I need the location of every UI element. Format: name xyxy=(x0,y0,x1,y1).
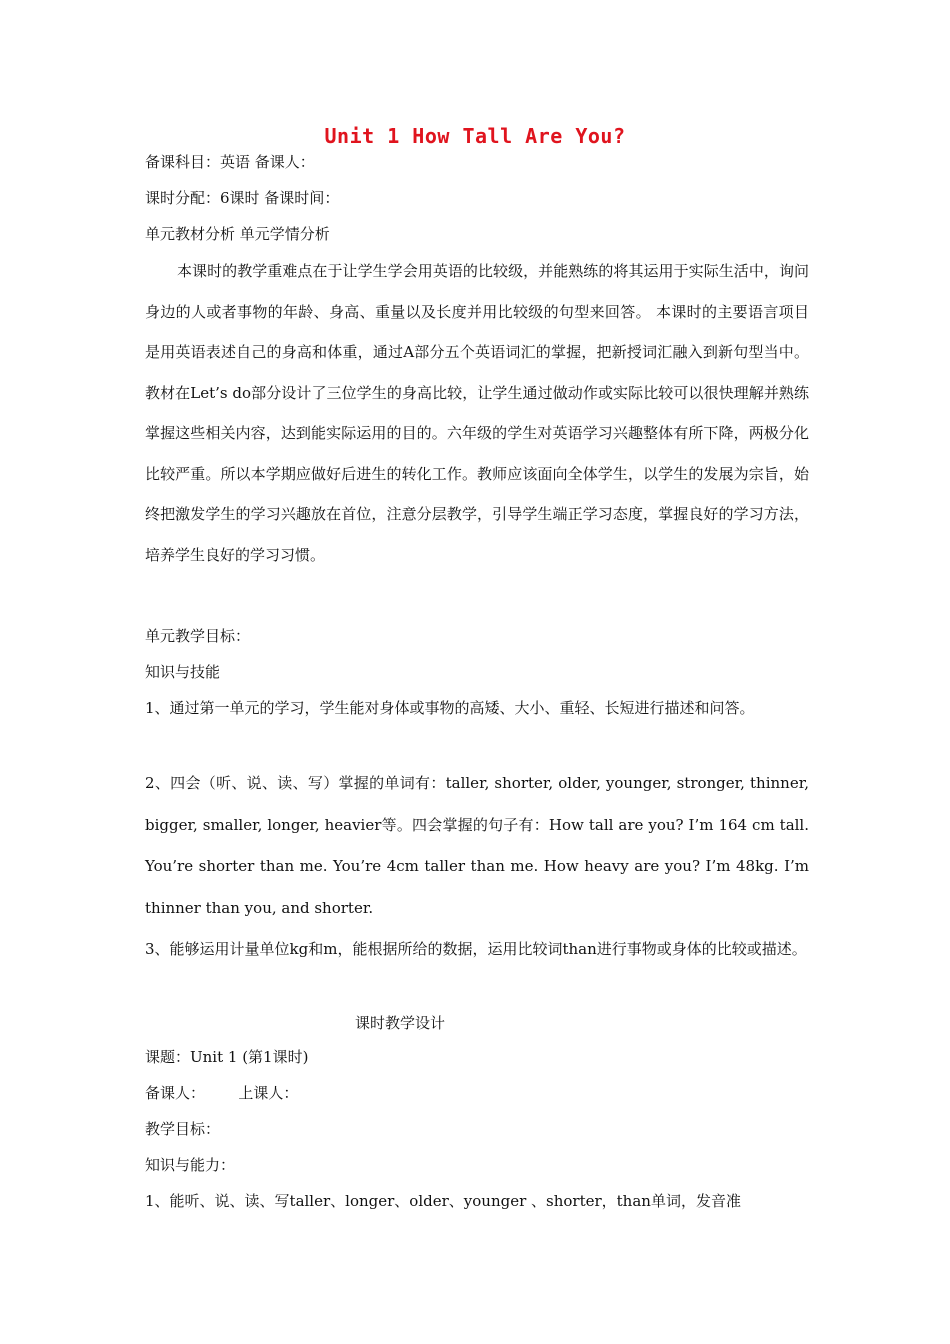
lesson-design-heading: 课时教学设计 xyxy=(355,1014,446,1032)
lesson-knowledge-heading: 知识与能力： xyxy=(145,1156,236,1174)
document-title: Unit 1 How Tall Are You? xyxy=(324,124,626,148)
header-schedule-line: 课时分配：6课时 备课时间： xyxy=(145,189,340,207)
header-analysis-line: 单元教材分析 单元学情分析 xyxy=(145,225,330,243)
header-subject-line: 备课科目：英语 备课人： xyxy=(145,153,315,171)
unit-goals-heading: 单元教学目标： xyxy=(145,627,251,645)
lesson-people: 备课人： 上课人： xyxy=(145,1084,299,1102)
lesson-topic: 课题：Unit 1 (第1课时) xyxy=(145,1048,309,1066)
knowledge-skills-heading: 知识与技能 xyxy=(145,663,221,681)
goal-item-2: 2、四会（听、说、读、写）掌握的单词有：taller, shorter, older, younger, stronger, thinner, bigger, smaller, longer, heavier等。四会掌握的句子有：How tall are you? I’m 164 cm tall. You’re shorter than me. You’re 4cm taller than me. How heavy are you? I’m 48kg. I’m thinner than you, and shorter. xyxy=(145,774,809,917)
lesson-item-1: 1、能听、说、读、写taller、longer、older、younger 、shorter，than单词，发音准 xyxy=(145,1192,741,1210)
lesson-goals-heading: 教学目标： xyxy=(145,1120,221,1138)
goal-item-1: 1、通过第一单元的学习，学生能对身体或事物的高矮、大小、重轻、长短进行描述和问答。 xyxy=(145,699,755,717)
goal-item-3: 3、能够运用计量单位kg和m，能根据所给的数据，运用比较词than进行事物或身体的比较或描述。 xyxy=(145,940,807,958)
analysis-paragraph: 本课时的教学重难点在于让学生学会用英语的比较级，并能熟练的将其运用于实际生活中，询问身边的人或者事物的年龄、身高、重量以及长度并用比较级的句型来回答。 本课时的主要语言项目是用英语表述自己的身高和体重，通过A部分五个英语词汇的掌握，把新授词汇融入到新句型当中。教材在Let’s do部分设计了三位学生的身高比较，让学生通过做动作或实际比较可以很快理解并熟练掌握这些相关内容，达到能实际运用的目的。六年级的学生对英语学习兴趣整体有所下降，两极分化比较严重。所以本学期应做好后进生的转化工作。教师应该面向全体学生，以学生的发展为宗旨，始终把激发学生的学习兴趣放在首位，注意分层教学，引导学生端正学习态度，掌握良好的学习方法，培养学生良好的学习习惯。 xyxy=(145,262,809,564)
